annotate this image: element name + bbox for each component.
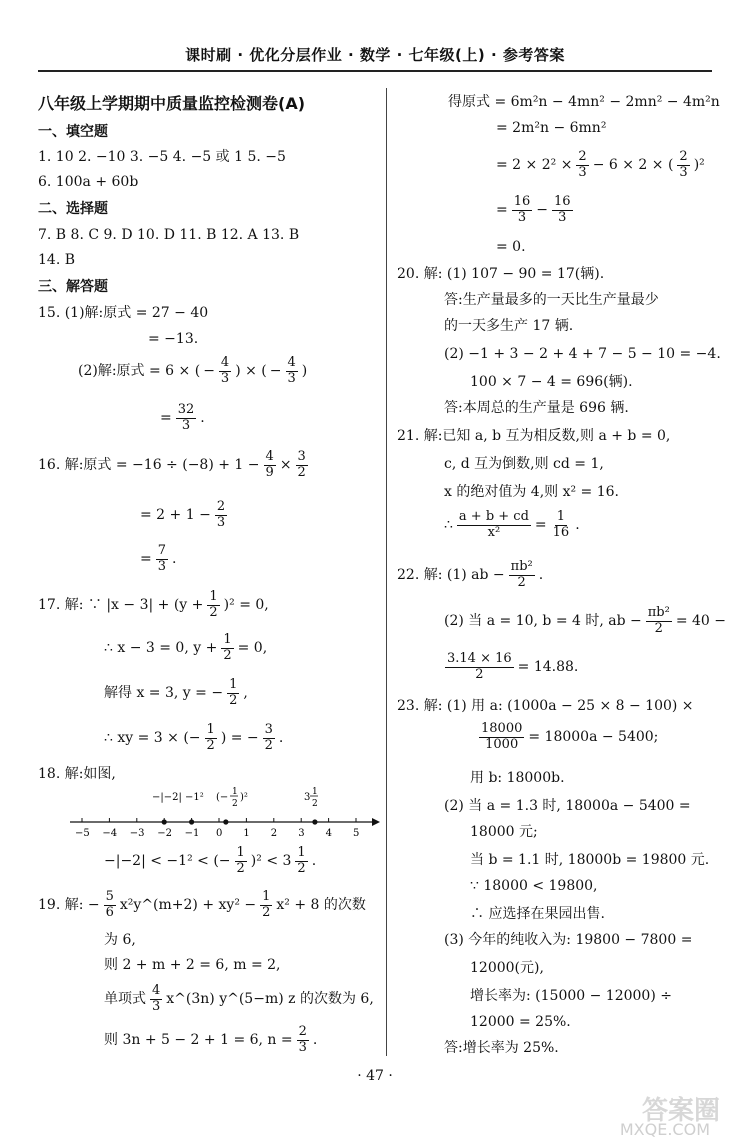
frac-num: 1 (236, 845, 245, 860)
q17-line1 (38, 590, 269, 621)
q18-line2 (104, 846, 316, 877)
frac-den: x² (487, 524, 501, 540)
frac-num: 5 (105, 889, 114, 904)
fraction (576, 150, 588, 181)
point-label-b-den: 2 (232, 799, 238, 809)
frac-num: 2 (679, 149, 688, 164)
section-choice: 二、选择题 (38, 201, 108, 217)
q22-l2a: (2) 当 a = 10, b = 4 时, ab − (444, 613, 642, 630)
q23-line9: (3) 今年的纯收入为: 19800 − 7800 = (444, 932, 693, 948)
q17-l4c: . (278, 730, 284, 747)
frac-den: 2 (654, 620, 663, 636)
point-label-b: (− (216, 792, 229, 803)
q22-line2 (444, 606, 726, 637)
tick-label: 0 (216, 828, 223, 839)
q21-line2: c, d 互为倒数,则 cd = 1, (444, 456, 604, 472)
q17-line2 (104, 633, 267, 664)
point-label-b2: )² (240, 792, 248, 803)
q22-l3b: = 14.88. (517, 659, 579, 676)
q23-l2b: = 18000a − 5400; (528, 729, 659, 746)
q15-line3 (78, 356, 307, 387)
q23-line10: 12000(元), (470, 960, 544, 976)
q18-l2b: )² < 3 (250, 853, 292, 870)
q19-l5b: . (312, 1032, 318, 1049)
tick-label: 5 (353, 828, 360, 839)
fraction (286, 356, 298, 387)
tick-label: 3 (298, 828, 305, 839)
frac-num: 7 (157, 543, 167, 558)
exam-title: 八年级上学期期中质量监控检测卷(A) (38, 94, 306, 113)
number-line (60, 786, 380, 842)
q15-line2: = −13. (148, 331, 199, 347)
frac-den: 2 (297, 464, 306, 480)
frac-num: a + b + cd (458, 509, 529, 524)
column-divider (386, 88, 387, 1056)
fraction (150, 984, 162, 1015)
choice-answers-line1: 7. B 8. C 9. D 10. D 11. B 12. A 13. B (38, 227, 300, 243)
frac-num: 32 (177, 402, 195, 417)
q21-line1: 21. 解:已知 a, b 互为相反数,则 a + b = 0, (397, 428, 671, 444)
fraction (295, 846, 307, 877)
frac-num: 2 (298, 1024, 307, 1039)
number-line-point (223, 819, 228, 824)
frac-den: 2 (262, 904, 271, 920)
fraction (479, 722, 524, 753)
q21-l4b: = (534, 517, 547, 534)
q23-line11: 增长率为: (15000 − 12000) ÷ (470, 988, 672, 1004)
tick-label: 4 (325, 828, 332, 839)
watermark-url: MXQE.COM (619, 1120, 710, 1139)
arrow-right-icon (372, 818, 380, 826)
q19-line2: 为 6, (104, 932, 136, 948)
frac-num: 1 (556, 509, 566, 524)
fraction (552, 195, 573, 226)
q20-line2: 答:生产量最多的一天比生产量最少 (444, 292, 659, 308)
rt-l4a: = (496, 202, 508, 219)
q22-l2b: = 40 − (675, 613, 727, 630)
running-header: 课时刷 · 优化分层作业 · 数学 · 七年级(上) · 参考答案 (185, 46, 565, 64)
frac-den: 3 (578, 164, 587, 180)
fraction (104, 890, 116, 921)
frac-den: 2 (264, 737, 273, 753)
fraction (227, 678, 239, 709)
q17-line4 (104, 723, 283, 754)
q23-line8: ∴ 应选择在果园出售. (470, 906, 605, 922)
frac-den: 2 (229, 692, 238, 708)
frac-den: 16 (552, 524, 570, 540)
q16-l1b: × (279, 457, 292, 474)
q23-line6: 当 b = 1.1 时, 18000b = 19800 元. (470, 852, 710, 868)
frac-den: 6 (105, 904, 114, 920)
q16-line1 (38, 450, 309, 481)
q17-l1a: 17. 解: ∵ |x − 3| + (y + (38, 597, 204, 614)
q16-l2a: = 2 + 1 − (140, 507, 211, 524)
q22-l1a: 22. 解: (1) ab − (397, 567, 505, 584)
frac-den: 9 (265, 464, 274, 480)
frac-num: 1 (209, 589, 218, 604)
q21-line3: x 的绝对值为 4,则 x² = 16. (444, 484, 620, 500)
q16-l1a: 16. 解:原式 = −16 ÷ (−8) + 1 − (38, 457, 260, 474)
q18-line1: 18. 解:如图, (38, 766, 116, 782)
q19-line3: 则 2 + m + 2 = 6, m = 2, (104, 957, 281, 973)
rt-l3a: = 2 × 2² × (496, 157, 573, 174)
frac-num: 2 (578, 149, 587, 164)
tick-label: −5 (75, 828, 90, 839)
fill-answers-line2: 6. 100a + 60b (38, 174, 139, 190)
tick-label: −3 (129, 828, 145, 839)
minus-sign: − (269, 363, 282, 380)
rt-line4 (496, 195, 574, 226)
fraction (264, 450, 276, 481)
q23-line7: ∵ 18000 < 19800, (470, 878, 598, 894)
fraction (207, 590, 219, 621)
q23-line2 (478, 722, 658, 753)
q19-line4 (104, 984, 374, 1015)
fraction (677, 150, 689, 181)
point-label-c-num: 1 (312, 787, 318, 797)
frac-num: 4 (265, 449, 274, 464)
frac-num: 16 (513, 194, 531, 209)
q15-l4b: . (200, 410, 205, 427)
point-label-a: −|−2| −1² (152, 792, 204, 803)
section-solve: 三、解答题 (38, 279, 108, 295)
frac-num: 3 (264, 722, 273, 737)
frac-num: 3 (297, 449, 306, 464)
q23-line4: (2) 当 a = 1.3 时, 18000a − 5400 = (444, 798, 691, 814)
q19-line1 (38, 890, 366, 921)
frac-num: 1 (206, 722, 215, 737)
frac-den: 3 (298, 1039, 307, 1055)
point-label-c-den: 2 (312, 799, 318, 809)
q15-l3c: ) (301, 363, 308, 380)
frac-num: 1 (229, 677, 238, 692)
fraction (551, 510, 572, 541)
frac-num: 1 (262, 889, 271, 904)
q21-line4 (444, 510, 580, 541)
frac-num: 4 (220, 355, 230, 370)
q23-line13: 答:增长率为 25%. (444, 1040, 559, 1056)
fraction (445, 652, 514, 683)
watermark-logo: 答案圈 (641, 1096, 720, 1126)
q17-l2a: ∴ x − 3 = 0, y + (104, 640, 218, 657)
fraction (512, 195, 533, 226)
fraction (509, 560, 535, 591)
fraction (235, 846, 247, 877)
q22-l1b: . (538, 567, 544, 584)
fraction (263, 723, 275, 754)
q20-line5: 100 × 7 − 4 = 696(辆). (470, 374, 633, 390)
rt-line2: = 2m²n − 6mn² (496, 120, 607, 136)
minus-sign: − (203, 363, 215, 380)
fraction (260, 890, 272, 921)
q19-line5 (104, 1025, 317, 1056)
point-label-b-num: 1 (232, 787, 238, 797)
q20-line6: 答:本周总的生产量是 696 辆. (444, 400, 629, 416)
q19-l4b: x^(3n) y^(5−m) z 的次数为 6, (166, 991, 374, 1008)
frac-den: 3 (679, 164, 688, 180)
rt-line5: = 0. (496, 239, 526, 255)
q23-line3: 用 b: 18000b. (470, 770, 565, 786)
q19-l4a: 单项式 (104, 991, 146, 1008)
section-fill: 一、填空题 (38, 124, 108, 140)
q17-l4b: ) = − (220, 730, 259, 747)
fraction (219, 356, 231, 387)
q23-line12: 12000 = 25%. (470, 1014, 571, 1030)
q15-l3b: ) × ( (235, 363, 267, 380)
q15-line1: 15. (1)解:原式 = 27 − 40 (38, 305, 209, 321)
q21-l4a: ∴ (444, 517, 453, 534)
frac-den: 3 (181, 417, 191, 433)
q19-l1c: x² + 8 的次数 (276, 897, 366, 914)
q16-line2 (140, 500, 228, 531)
number-line-point (162, 819, 167, 824)
frac-num: 1 (223, 632, 232, 647)
page-number: · 47 · (357, 1068, 393, 1084)
frac-num: 4 (287, 355, 296, 370)
q17-l2b: = 0, (237, 640, 268, 657)
q19-l1b: x²y^(m+2) + xy² − (119, 897, 257, 914)
fraction (297, 1025, 309, 1056)
q15-l4a: = (160, 410, 172, 427)
rt-line3 (496, 150, 705, 181)
q20-line1: 20. 解: (1) 107 − 90 = 17(辆). (397, 266, 605, 282)
q18-l2a: −|−2| < −1² < (− (104, 853, 231, 870)
frac-num: 3.14 × 16 (447, 651, 512, 666)
frac-den: 2 (236, 860, 245, 876)
q17-line3 (104, 678, 248, 709)
frac-num: 18000 (481, 721, 523, 736)
frac-den: 2 (206, 737, 215, 753)
frac-num: πb² (647, 605, 670, 620)
rt-line1: 得原式 = 6m²n − 4mn² − 2mn² − 4m²n (448, 94, 720, 110)
number-line-point (312, 819, 317, 824)
frac-den: 3 (558, 209, 567, 225)
rt-l3c: )² (693, 157, 705, 174)
number-line-point (189, 819, 194, 824)
q16-line3 (140, 544, 176, 575)
header-rule (38, 70, 712, 72)
fraction (221, 633, 233, 664)
frac-den: 3 (517, 209, 527, 225)
frac-den: 3 (287, 370, 296, 386)
frac-den: 3 (152, 998, 161, 1014)
fraction (176, 403, 197, 434)
frac-num: 1 (297, 845, 306, 860)
q16-l3a: = (140, 551, 152, 568)
tick-label: 1 (243, 828, 250, 839)
q17-l4a: ∴ xy = 3 × (− (104, 730, 201, 747)
q20-line3: 的一天多生产 17 辆. (444, 318, 574, 334)
frac-den: 2 (297, 860, 306, 876)
frac-den: 2 (209, 604, 218, 620)
frac-den: 2 (223, 647, 232, 663)
rt-l4b: − (536, 202, 549, 219)
frac-num: 2 (216, 499, 226, 514)
fraction (215, 500, 227, 531)
fill-answers-line1: 1. 10 2. −10 3. −5 4. −5 或 1 5. −5 (38, 149, 286, 165)
frac-num: 4 (152, 983, 161, 998)
q17-l3a: 解得 x = 3, y = − (104, 685, 224, 702)
tick-label: −2 (157, 828, 172, 839)
fraction (646, 606, 672, 637)
frac-den: 3 (157, 558, 167, 574)
q22-line3 (444, 652, 578, 683)
rt-l3b: − 6 × 2 × ( (592, 157, 674, 174)
frac-den: 3 (216, 514, 226, 530)
frac-den: 2 (475, 666, 484, 682)
q17-l3b: , (243, 685, 248, 702)
tick-label: −1 (184, 828, 200, 839)
q23-line1: 23. 解: (1) 用 a: (1000a − 25 × 8 − 100) × (397, 698, 694, 714)
q23-line5: 18000 元; (470, 824, 538, 840)
q22-line1 (397, 560, 543, 591)
frac-num: πb² (510, 559, 533, 574)
q15-l3a: (2)解:原式 = 6 × ( (78, 363, 201, 380)
q21-l4c: . (575, 517, 580, 534)
fraction (457, 510, 531, 541)
frac-den: 2 (517, 574, 526, 590)
tick-label: 2 (270, 828, 278, 839)
q19-l5a: 则 3n + 5 − 2 + 1 = 6, n = (104, 1032, 293, 1049)
fraction (296, 450, 308, 481)
q20-line4: (2) −1 + 3 − 2 + 4 + 7 − 5 − 10 = −4. (444, 346, 721, 362)
q17-l1b: )² = 0, (223, 597, 269, 614)
q16-l3b: . (172, 551, 177, 568)
point-label-c: 3 (304, 792, 311, 803)
choice-answers-line2: 14. B (38, 252, 76, 268)
q19-l1a: 19. 解: − (38, 897, 100, 914)
q18-l2c: . (311, 853, 317, 870)
frac-num: 16 (554, 194, 571, 209)
frac-den: 1000 (485, 736, 519, 752)
tick-label: −4 (102, 828, 118, 839)
fraction (156, 544, 168, 575)
frac-den: 3 (220, 370, 230, 386)
q15-line4 (160, 403, 205, 434)
fraction (205, 723, 217, 754)
